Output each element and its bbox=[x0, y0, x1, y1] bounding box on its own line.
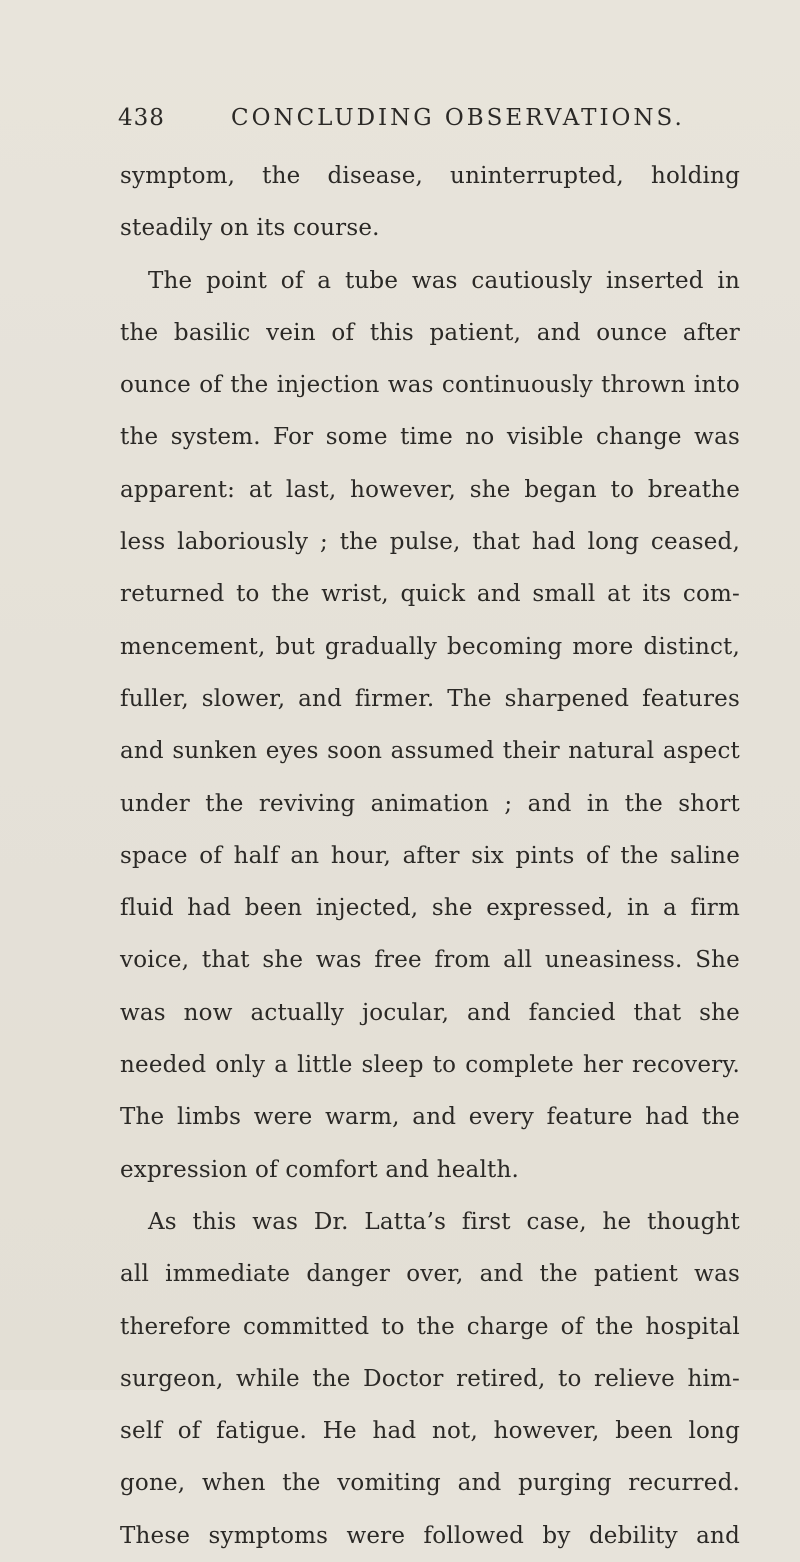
body-text bbox=[120, 150, 740, 1562]
text-line: less laboriously ; the pulse, that had long ceased, bbox=[120, 529, 740, 556]
text-line: steadily on its course. bbox=[120, 215, 380, 242]
text-line: fuller, slower, and firmer. The sharpened features bbox=[120, 685, 740, 712]
text-line: apparent: at last, however, she began to breathe bbox=[120, 476, 740, 503]
text-line: surgeon, while the Doctor retired, to relieve him- bbox=[120, 1365, 740, 1392]
page-number: 438 bbox=[118, 105, 165, 131]
text-line: As this was Dr. Latta’s first case, he thought bbox=[148, 1208, 740, 1235]
text-line: returned to the wrist, quick and small at its com- bbox=[120, 581, 740, 608]
text-line: needed only a little sleep to complete her recovery. bbox=[120, 1052, 740, 1079]
running-head bbox=[118, 98, 758, 138]
text-line: all immediate danger over, and the patient was bbox=[120, 1261, 740, 1288]
text-line: space of half an hour, after six pints of the saline bbox=[120, 842, 740, 869]
text-line: expression of comfort and health. bbox=[120, 1156, 519, 1183]
text-line: The limbs were warm, and every feature had the bbox=[120, 1104, 740, 1131]
text-line: was now actually jocular, and fancied that she bbox=[120, 999, 740, 1026]
text-line: the system. For some time no visible change was bbox=[120, 424, 740, 451]
text-line: self of fatigue. He had not, however, been long bbox=[120, 1418, 740, 1445]
text-line: under the reviving animation ; and in the short bbox=[120, 790, 740, 817]
text-line: ounce of the injection was continuously thrown into bbox=[120, 372, 740, 399]
text-line: gone, when the vomiting and purging recurred. bbox=[120, 1470, 740, 1497]
text-line: symptom, the disease, uninterrupted, holding bbox=[120, 163, 740, 189]
text-line: fluid had been injected, she expressed, in a firm bbox=[120, 895, 740, 922]
text-line: The point of a tube was cautiously inserted in bbox=[148, 267, 740, 294]
text-line: voice, that she was free from all uneasiness. She bbox=[120, 947, 740, 974]
text-line: therefore committed to the charge of the hospital bbox=[120, 1313, 740, 1340]
text-line: and sunken eyes soon assumed their natural aspect bbox=[120, 738, 740, 765]
text-line: mencement, but gradually becoming more distinct, bbox=[120, 633, 740, 660]
text-line: These symptoms were followed by debility and bbox=[120, 1522, 740, 1549]
text-line: the basilic vein of this patient, and ounce after bbox=[120, 319, 740, 346]
running-title: CONCLUDING OBSERVATIONS. bbox=[231, 105, 685, 131]
